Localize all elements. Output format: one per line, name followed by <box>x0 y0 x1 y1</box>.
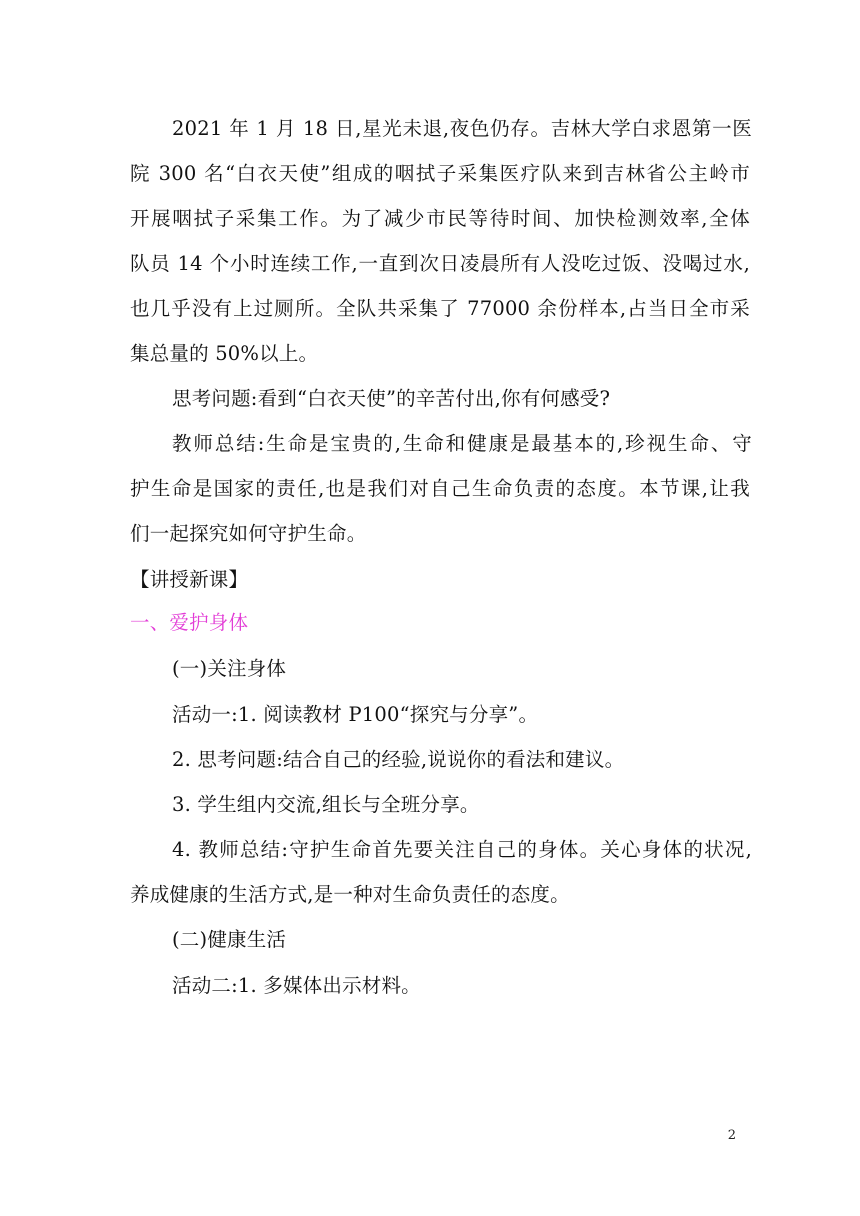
activity-2-line-1: 活动二:1. 多媒体出示材料。 <box>172 974 421 997</box>
story-line-6: 集总量的 50%以上。 <box>130 342 319 365</box>
activity-1-line-3: 3. 学生组内交流,组长与全班分享。 <box>172 793 480 816</box>
teacher-summary-2-line-1: 4. 教师总结:守护生命首先要关注自己的身体。关心身体的状况, <box>172 838 752 861</box>
teacher-summary-2-line-2: 养成健康的生活方式,是一种对生命负责任的态度。 <box>130 883 570 906</box>
summary-line-3: 们一起探究如何守护生命。 <box>130 522 367 545</box>
page-number: 2 <box>727 1128 736 1143</box>
question-line: 思考问题:看到“白衣天使”的辛苦付出,你有何感受? <box>172 387 611 410</box>
summary-line-1: 教师总结:生命是宝贵的,生命和健康是最基本的,珍视生命、守 <box>172 432 752 455</box>
activity-1-line-2: 2. 思考问题:结合自己的经验,说说你的看法和建议。 <box>172 748 625 771</box>
story-line-3: 开展咽拭子采集工作。为了减少市民等待时间、加快检测效率,全体 <box>130 207 750 230</box>
story-line-4: 队员 14 个小时连续工作,一直到次日凌晨所有人没吃过饭、没喝过水, <box>130 252 750 275</box>
summary-line-2: 护生命是国家的责任,也是我们对自己生命负责的态度。本节课,让我 <box>130 477 750 500</box>
subheading-healthy-life: (二)健康生活 <box>172 928 287 951</box>
subheading-focus-body: (一)关注身体 <box>172 657 287 680</box>
story-line-5: 也几乎没有上过厕所。全队共采集了 77000 余份样本,占当日全市采 <box>130 297 750 320</box>
heading-love-body: 一、爱护身体 <box>130 611 249 634</box>
section-header: 【讲授新课】 <box>130 568 249 591</box>
story-line-1: 2021 年 1 月 18 日,星光未退,夜色仍存。吉林大学白求恩第一医 <box>172 117 752 140</box>
activity-1-line-1: 活动一:1. 阅读教材 P100“探究与分享”。 <box>172 703 539 726</box>
story-line-2: 院 300 名“白衣天使”组成的咽拭子采集医疗队来到吉林省公主岭市 <box>130 162 750 185</box>
